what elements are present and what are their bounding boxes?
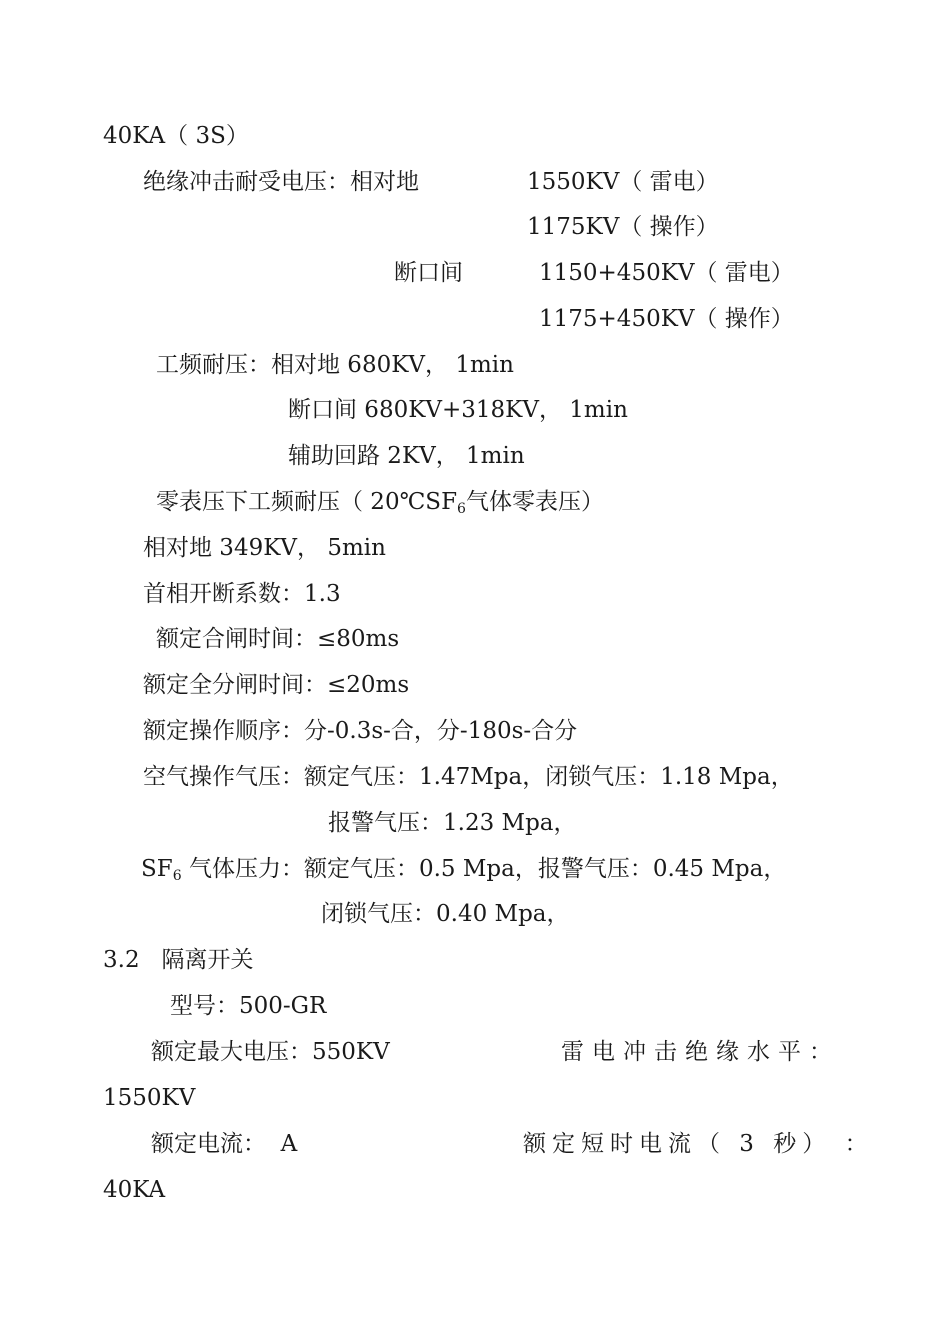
text-line: 辅助回路 2KV， 1min bbox=[288, 443, 525, 469]
text-line: 额定短时电流（ 3 秒） ： bbox=[523, 1131, 874, 1157]
text-line: 雷电冲击绝缘水平： bbox=[561, 1039, 840, 1065]
text-line: 1175KV（ 操作） bbox=[527, 214, 719, 240]
text-line: 额定全分闸时间：≤20ms bbox=[143, 672, 410, 698]
text-line: 工频耐压：相对地 680KV， 1min bbox=[156, 352, 514, 378]
text-line bbox=[141, 854, 786, 884]
text-line: 1550KV bbox=[103, 1085, 196, 1111]
text-line: 型号：500-GR bbox=[170, 993, 327, 1019]
text-segment: SF bbox=[141, 856, 173, 882]
text-segment: 零表压下工频耐压（ 20℃SF bbox=[156, 489, 458, 515]
text-line: 闭锁气压：0.40 Mpa， bbox=[321, 901, 570, 927]
text-segment: 气体零表压） bbox=[465, 489, 604, 515]
text-line: 40KA bbox=[103, 1177, 166, 1203]
text-line: 断口间 680KV+318KV， 1min bbox=[288, 397, 628, 423]
subscript: 6 bbox=[457, 501, 466, 517]
text-line: 额定操作顺序：分-0.3s-合，分-180s-合分 bbox=[143, 718, 578, 744]
text-line: 1150+450KV（ 雷电） bbox=[539, 260, 794, 286]
text-line: 空气操作气压：额定气压：1.47Mpa，闭锁气压：1.18 Mpa， bbox=[143, 764, 794, 790]
text-line: 额定最大电压：550KV bbox=[151, 1039, 390, 1065]
text-line: 首相开断系数：1.3 bbox=[143, 581, 341, 607]
text-line: 额定合闸时间：≤80ms bbox=[156, 626, 400, 652]
text-line: 绝缘冲击耐受电压：相对地 bbox=[143, 169, 419, 195]
text-line: 1175+450KV（ 操作） bbox=[539, 306, 794, 332]
text-line: 额定电流： A bbox=[151, 1131, 298, 1157]
text-line: 相对地 349KV， 5min bbox=[143, 535, 386, 561]
text-line: 40KA（ 3S） bbox=[103, 123, 249, 149]
text-line: 断口间 bbox=[394, 260, 463, 286]
text-line bbox=[156, 487, 604, 517]
text-line: 报警气压：1.23 Mpa， bbox=[328, 810, 577, 836]
text-line: 1550KV（ 雷电） bbox=[527, 169, 719, 195]
subscript: 6 bbox=[172, 868, 182, 884]
section-heading: 3.2 隔离开关 bbox=[103, 947, 254, 973]
text-segment: 气体压力：额定气压：0.5 Mpa，报警气压：0.45 Mpa， bbox=[181, 856, 787, 882]
